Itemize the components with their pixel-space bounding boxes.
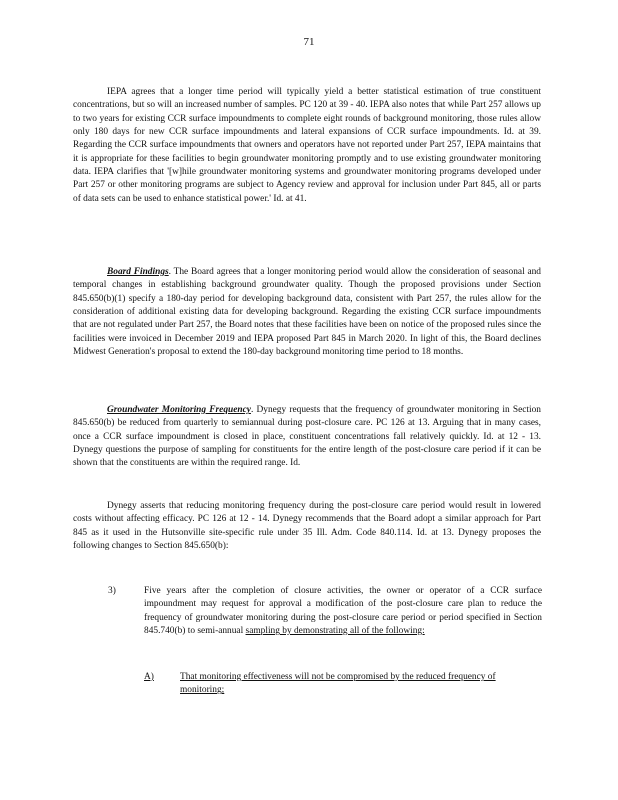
page-number: 71 bbox=[303, 36, 315, 48]
monitoring-frequency-heading: Groundwater Monitoring Frequency bbox=[107, 405, 251, 415]
paragraph-dynegy-asserts: Dynegy asserts that reducing monitoring frequency during the post-closure care period would result in lowered costs without affecting efficacy. PC 126 at 12 - 14. Dynegy recommends that the Board adopt a similar approach for Part 845 as it used in the Hutsonville site-specific rule under 35 Ill. Adm. Code 840.114. Id. at 13. Dynegy proposes the following changes to Section 845.650(b): bbox=[73, 501, 541, 552]
list-item-number: 3) bbox=[108, 586, 116, 596]
board-findings-heading: Board Findings bbox=[107, 267, 169, 277]
paragraph-board-findings bbox=[73, 266, 541, 359]
subitem-text: That monitoring effectiveness will not be compromised by the reduced frequency of monitoring; bbox=[180, 672, 496, 696]
board-findings-body: . The Board agrees that a longer monitoring period would allow the consideration of seasonal and temporal changes in establishing background groundwater quality. Though the proposed provisions under Section 845.650(b)(1) specify a 180-day period for developing background data, consistent with Part 257, the rules allow for the consideration of additional existing data for developing background. Regarding the existing CCR surface impoundments that are not regulated under Part 257, the Board notes that these facilities have been on notice of the proposed rules since the facilities were invoiced in December 2019 and IEPA proposed Part 845 in March 2020. In light of this, the Board declines Midwest Generation's proposal to extend the 180-day background monitoring time period to 18 months. bbox=[73, 267, 541, 358]
paragraph-iepa-agrees: IEPA agrees that a longer time period will typically yield a better statistical estimation of true constituent concentrations, but so will an increased number of samples. PC 120 at 39 - 40. IEPA also notes that while Part 257 allows up to two years for existing CCR surface impoundments to complete eight rounds of background monitoring, those rules allow only 180 days for new CCR surface impoundments and lateral expansions of CCR surface impoundments. Id. at 39. Regarding the CCR surface impoundments that owners and operators have not reported under Part 257, IEPA maintains that it is appropriate for these facilities to begin groundwater monitoring promptly and to use existing groundwater monitoring data. IEPA clarifies that '[w]hile groundwater monitoring systems and groundwater monitoring programs developed under Part 257 or other monitoring programs are subject to Agency review and approval for inclusion under Part 845, all or parts of data sets can be used to enhance statistical power.' Id. at 41. bbox=[73, 87, 541, 204]
subitem-letter: A) bbox=[144, 672, 154, 682]
monitoring-frequency-body: . Dynegy requests that the frequency of groundwater monitoring in Section 845.650(b) be reduced from quarterly to semiannual during post-closure care. PC 126 at 13. Arguing that in many cases, once a CCR surface impoundment is closed in place, constituent concentrations fall relatively quickly. Id. at 12 - 13. Dynegy questions the purpose of sampling for constituents for the entire length of the post-closure care period if it can be shown that the constituents are within the required range. Id. bbox=[73, 405, 541, 469]
paragraph-monitoring-frequency bbox=[73, 404, 541, 471]
list-item-text-underlined: sampling by demonstrating all of the following: bbox=[245, 626, 425, 637]
list-item-text-plain: Five years after the completion of closure activities, the owner or operator of a CCR surface impoundment may request for approval a modification of the post-closure care plan to reduce the frequency of groundwater monitoring during the post-closure care period or period specified in Section 845.740(b) to semi-annual bbox=[144, 586, 542, 637]
list-item-text bbox=[144, 585, 542, 638]
